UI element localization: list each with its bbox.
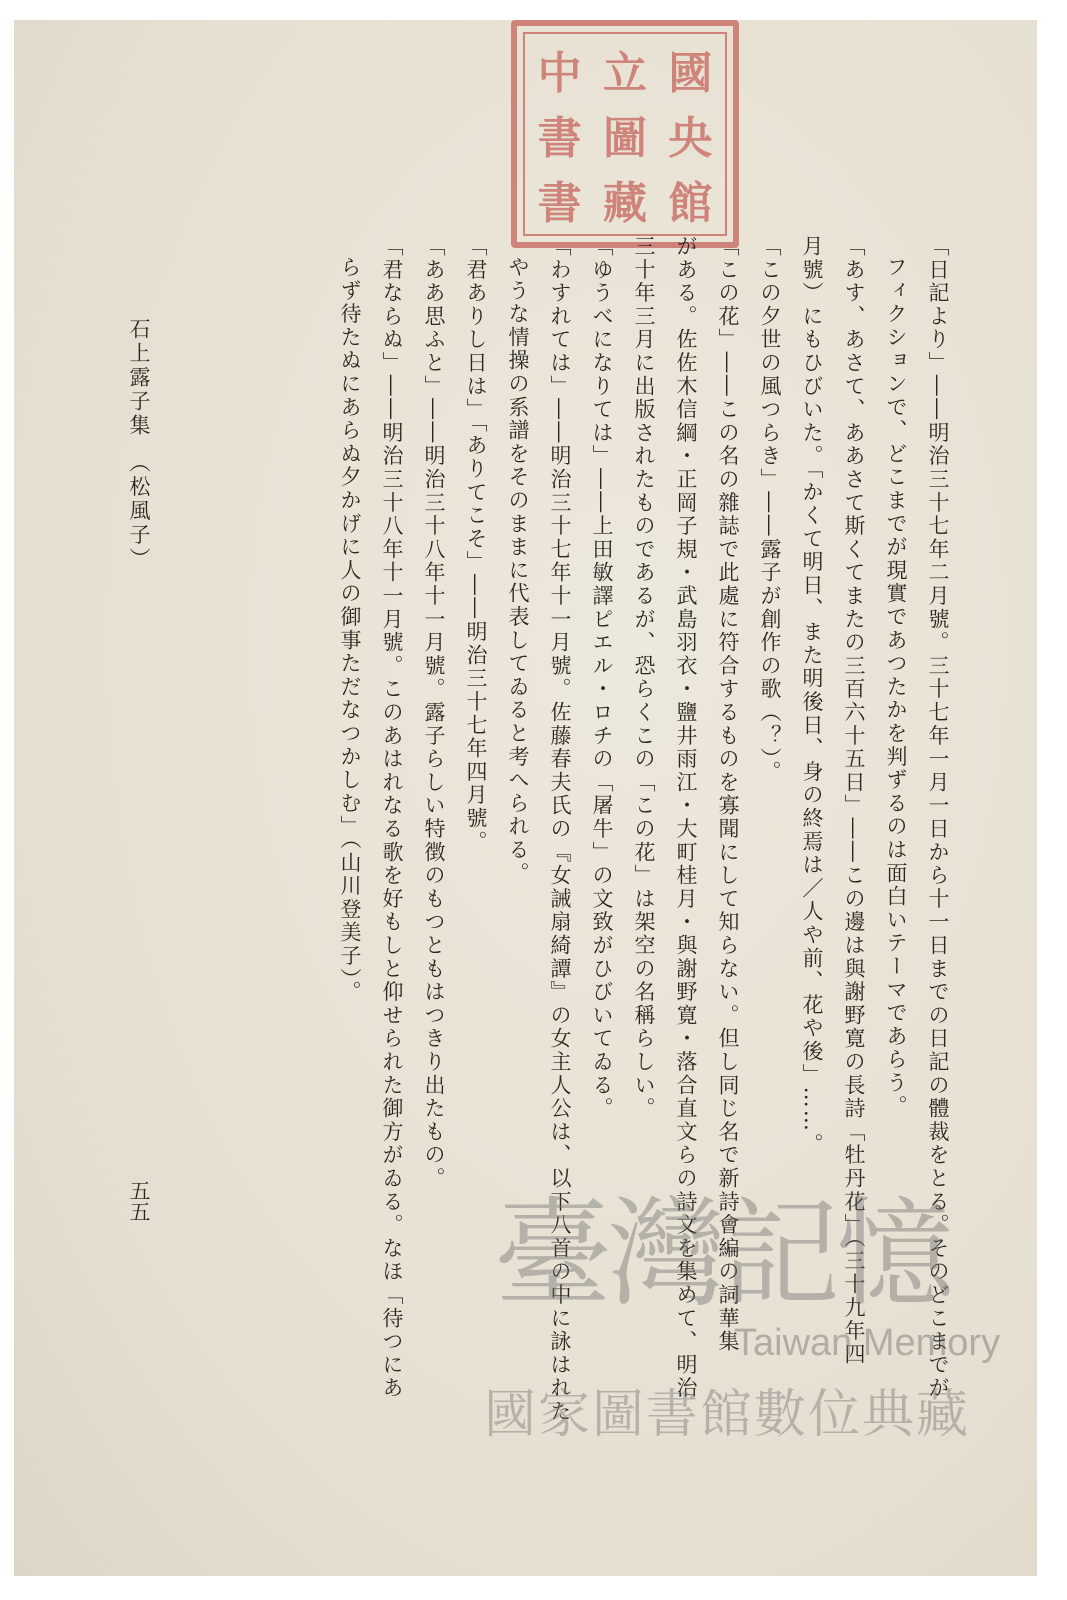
seal-char: 國 bbox=[668, 47, 713, 99]
seal-char: 書 bbox=[537, 112, 582, 164]
text-line: 「あす、あさて、ああさて斯くてまたの三百六十五日」――この邊は與謝野寛の長詩「牡丹花」（三十九年四 bbox=[842, 235, 866, 1367]
library-seal-stamp bbox=[511, 20, 739, 248]
seal-characters bbox=[527, 36, 723, 232]
seal-char: 藏 bbox=[603, 178, 648, 230]
text-line: らず待たぬにあらぬ夕かげに人の御事ただなつかしむ」（山川登美子）。 bbox=[338, 256, 362, 1004]
paper-sheet bbox=[14, 20, 1037, 1576]
watermark-english: Taiwan Memory bbox=[734, 1322, 1001, 1364]
text-line: 「君ならぬ」――明治三十八年十一月號。このあはれなる歌を好もしと仰せられた御方がゐる。なほ「待つにあ bbox=[380, 235, 404, 1400]
text-line: 三十年三月に出版されたものであるが、恐らくこの「この花」は架空の名稱らしい。 bbox=[632, 235, 656, 1121]
text-line: やうな情操の系譜をそのままに代表してゐると考へられる。 bbox=[506, 256, 530, 886]
seal-char: 圖 bbox=[603, 112, 648, 164]
text-line: 「日記より」――明治三十七年二月號。三十七年一月一日から十一日までの日記の體裁をとる。そのどこまでが bbox=[926, 235, 950, 1400]
text-line: 「ああ思ふと」――明治三十八年十一月號。露子らしい特徴のもつともはつきり出たもの。 bbox=[422, 235, 446, 1191]
text-line: 「わすれては」――明治三十七年十一月號。佐藤春夫氏の『女誡扇綺譚』の女主人公は、以下八首の中に詠はれた bbox=[548, 235, 572, 1424]
watermark-chinese: 國家圖書館數位典藏 bbox=[484, 1385, 971, 1445]
text-line: 「君ありし日は」「ありてこそ」――明治三十七年四月號。 bbox=[464, 235, 488, 854]
running-book-title: 石上露子集 （松風子） bbox=[127, 318, 151, 572]
seal-char: 中 bbox=[537, 47, 582, 99]
page-number: 五五 bbox=[127, 1180, 151, 1222]
text-line: 「この花」――この名の雜誌で此處に符合するものを寡聞にして知らない。但し同じ名で新詩會編の詞華集 bbox=[716, 235, 740, 1354]
watermark-script: 臺灣記憶 bbox=[494, 1185, 951, 1323]
text-line: がある。佐佐木信綱・正岡子規・武島羽衣・鹽井雨江・大町桂月・與謝野寛・落合直文らの詩文を集めて、明治 bbox=[674, 235, 698, 1400]
text-line: 月號）にもひびいた。「かくて明日、また明後日、身の終焉は／人や前、花や後」……。 bbox=[800, 235, 824, 1157]
seal-char: 書 bbox=[537, 178, 582, 230]
seal-char: 央 bbox=[668, 112, 713, 164]
seal-char: 立 bbox=[603, 47, 648, 99]
seal-char: 館 bbox=[668, 178, 713, 230]
text-line: フィクションで、どこまでが現實であつたかを判ずるのは面白いテーマであらう。 bbox=[884, 256, 908, 1119]
text-line: 「この夕世の風つらき」――露子が創作の歌（？）。 bbox=[758, 235, 782, 784]
text-line: 「ゆうべになりては」――上田敏譯ピエル・ロチの「屠牛」の文致がひびいてゐる。 bbox=[590, 235, 614, 1121]
